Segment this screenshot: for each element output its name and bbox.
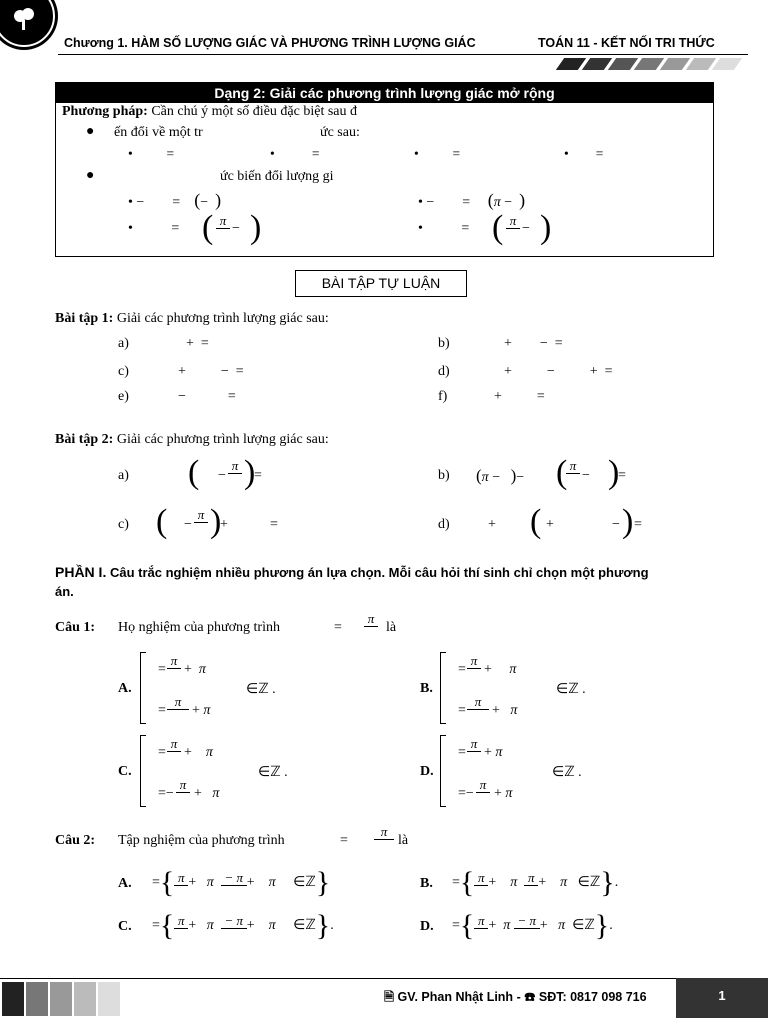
- ex1-item: c): [118, 364, 129, 379]
- ex1-eq: + =: [186, 336, 209, 351]
- ex1-text: Giải các phương trình lượng giác sau:: [116, 311, 329, 326]
- method-box-title: Dạng 2: Giải các phương trình lượng giác mở rộng: [56, 83, 713, 103]
- plus: +: [546, 517, 554, 532]
- header-stripe: [712, 58, 742, 70]
- bracket: [140, 652, 146, 724]
- frac: π: [374, 825, 394, 848]
- ex2-eq: (π − )−: [476, 466, 525, 485]
- ex1-heading: [55, 311, 329, 327]
- eq: + π: [194, 786, 220, 801]
- ex1-item: e): [118, 389, 129, 404]
- eq: + π: [184, 745, 213, 760]
- formula-dot: • − = (π − ): [418, 190, 526, 210]
- eq: =: [458, 745, 466, 760]
- page-number-box: [676, 978, 768, 1018]
- frac: π: [467, 654, 481, 677]
- eq: + π: [494, 786, 513, 801]
- ex1-eq: + − + =: [504, 364, 613, 379]
- ex1-item: f): [438, 389, 448, 404]
- q2-label: Câu 2:: [55, 833, 96, 848]
- minus: −: [232, 221, 240, 236]
- footer-rule: [0, 978, 768, 979]
- q2-option-a[interactable]: A.: [118, 876, 132, 891]
- bracket: [140, 735, 146, 807]
- q2-option-d[interactable]: D.: [420, 919, 434, 934]
- paren: (: [492, 209, 504, 246]
- section-title: [295, 270, 467, 297]
- eq: + π: [192, 703, 211, 718]
- equals: =: [340, 833, 348, 848]
- ex1-eq: + − =: [178, 364, 244, 379]
- eq: + π: [484, 745, 503, 760]
- ex1-label: Bài tập 1:: [55, 311, 114, 326]
- frac: π: [467, 737, 481, 760]
- formula-dot: • =: [418, 221, 470, 236]
- plus: +: [488, 517, 496, 532]
- part1-label: PHẦN I.: [55, 564, 107, 580]
- footer-bar: [50, 982, 72, 1016]
- frac: π: [216, 214, 230, 237]
- method-label: Phương pháp:: [62, 104, 148, 119]
- bullet2-text: ức biến đổi lượng gi: [220, 169, 334, 184]
- tree-icon: [0, 0, 58, 50]
- equals: =: [634, 517, 642, 532]
- eq: =: [458, 662, 466, 677]
- ex2-item: d): [438, 517, 450, 532]
- equals: =: [334, 620, 342, 635]
- ex2-label: Bài tập 2:: [55, 432, 114, 447]
- eq: + π: [484, 662, 517, 677]
- bullet-icon: ●: [86, 168, 95, 183]
- ex1-item: b): [438, 336, 450, 351]
- ex1-eq: + =: [494, 389, 545, 404]
- eq: =−: [458, 786, 474, 801]
- bracket: [440, 735, 446, 807]
- method-box: [55, 82, 714, 257]
- eq: =−: [158, 786, 174, 801]
- formula-dot: • =: [128, 146, 175, 161]
- q1-text: Họ nghiệm của phương trình: [118, 620, 280, 635]
- minus: −: [582, 468, 590, 483]
- formula-dot: • =: [414, 146, 461, 161]
- ex1-item: d): [438, 364, 450, 379]
- part1-text: Câu trắc nghiệm nhiều phương án lựa chọn. Mỗi câu hỏi thí sinh chỉ chọn một phương: [109, 565, 649, 580]
- bullet-icon: ●: [86, 124, 95, 139]
- formula-dot: • =: [128, 221, 180, 236]
- frac: π: [364, 612, 378, 635]
- q1-option-a[interactable]: A.: [118, 681, 132, 696]
- formula-dot: • − = (− ): [128, 190, 222, 210]
- paren: (: [202, 209, 214, 246]
- logo: [0, 0, 58, 50]
- paren: (: [188, 454, 200, 491]
- footer-bar: [26, 982, 48, 1016]
- q2-b-expr: ={ π + π π + π ∈ℤ}.: [452, 866, 619, 899]
- bracket: [440, 652, 446, 724]
- bullet1-text: ến đổi về một tr: [114, 125, 203, 140]
- minus: −: [612, 517, 620, 532]
- method-text: Cần chú ý một số điều đặc biệt sau đ: [151, 104, 357, 119]
- frac: π: [228, 459, 242, 482]
- method-line: [62, 104, 357, 120]
- q2-a-expr: ={ π + π − π + π ∈ℤ}: [152, 866, 331, 899]
- document-icon: 🗎: [384, 990, 395, 1004]
- q2-d-expr: ={ π + π − π + π ∈ℤ}.: [452, 909, 613, 942]
- set-z: ∈ℤ .: [556, 682, 586, 697]
- eq: =: [458, 703, 466, 718]
- footer-author-line: [384, 988, 647, 1009]
- formula-dot: • =: [564, 146, 604, 161]
- footer-bar: [98, 982, 120, 1016]
- paren: ): [250, 209, 262, 246]
- set-z: ∈ℤ .: [552, 765, 582, 780]
- ex2-heading: [55, 432, 329, 448]
- footer-bar: [2, 982, 24, 1016]
- minus: −: [218, 468, 226, 483]
- plus: +: [220, 517, 228, 532]
- eq: =: [158, 745, 166, 760]
- footer-sep: -: [516, 990, 521, 1004]
- ex1-item: a): [118, 336, 129, 351]
- set-z: ∈ℤ .: [258, 765, 288, 780]
- bullet1-text-b: ức sau:: [320, 125, 360, 140]
- q2-tail: là: [398, 833, 409, 848]
- chapter-title: Chương 1. HÀM SỐ LƯỢNG GIÁC VÀ PHƯƠNG TRÌNH LƯỢNG GIÁC: [64, 36, 476, 50]
- eq: =: [158, 662, 166, 677]
- part1-text2: án.: [55, 584, 74, 599]
- q1-label: Câu 1:: [55, 620, 96, 635]
- page-number: 1: [718, 988, 726, 1003]
- frac: π: [467, 695, 489, 718]
- frac: π: [167, 654, 181, 677]
- frac: π: [194, 508, 208, 531]
- frac: π: [476, 778, 490, 801]
- paren: (: [556, 454, 568, 491]
- footer-phone: SĐT: 0817 098 716: [538, 990, 647, 1004]
- frac: π: [167, 737, 181, 760]
- frac: π: [506, 214, 520, 237]
- paren: ): [608, 454, 620, 491]
- q1-tail: là: [386, 620, 397, 635]
- paren: (: [156, 503, 168, 540]
- section-title-text: BÀI TẬP TỰ LUẬN: [321, 275, 441, 291]
- q2-option-c[interactable]: C.: [118, 919, 132, 934]
- equals: =: [618, 468, 626, 483]
- q2-c-expr: ={ π + π − π + π ∈ℤ}.: [152, 909, 334, 942]
- ex2-item: a): [118, 468, 129, 483]
- footer-author: GV. Phan Nhật Linh: [397, 990, 514, 1004]
- paren: ): [210, 503, 222, 540]
- ex2-item: b): [438, 468, 450, 483]
- paren: ): [540, 209, 552, 246]
- set-z: ∈ℤ .: [246, 682, 276, 697]
- frac: π: [167, 695, 189, 718]
- equals: =: [270, 517, 278, 532]
- frac: π: [566, 459, 580, 482]
- header-rule: [58, 54, 748, 55]
- eq: + π: [492, 703, 518, 718]
- q1-option-d[interactable]: D.: [420, 764, 434, 779]
- course-title: TOÁN 11 - KẾT NỐI TRI THỨC: [538, 36, 715, 50]
- equals: =: [254, 468, 262, 483]
- ex1-eq: + − =: [504, 336, 563, 351]
- ex1-eq: − =: [178, 389, 236, 404]
- q2-option-b[interactable]: B.: [420, 876, 433, 891]
- formula-dot: • =: [270, 146, 320, 161]
- frac: π: [176, 778, 190, 801]
- eq: =: [158, 703, 166, 718]
- part1-heading: [55, 563, 720, 601]
- minus: −: [184, 517, 192, 532]
- q1-option-b[interactable]: B.: [420, 681, 433, 696]
- footer-bar: [74, 982, 96, 1016]
- minus: −: [522, 221, 530, 236]
- q1-option-c[interactable]: C.: [118, 764, 132, 779]
- ex2-text: Giải các phương trình lượng giác sau:: [116, 432, 329, 447]
- paren: (: [530, 503, 542, 540]
- paren: ): [622, 503, 634, 540]
- paren: ): [244, 454, 256, 491]
- ex2-item: c): [118, 517, 129, 532]
- eq: + π: [184, 662, 206, 677]
- phone-icon: ☎: [524, 990, 536, 1004]
- q2-text: Tập nghiệm của phương trình: [118, 833, 285, 848]
